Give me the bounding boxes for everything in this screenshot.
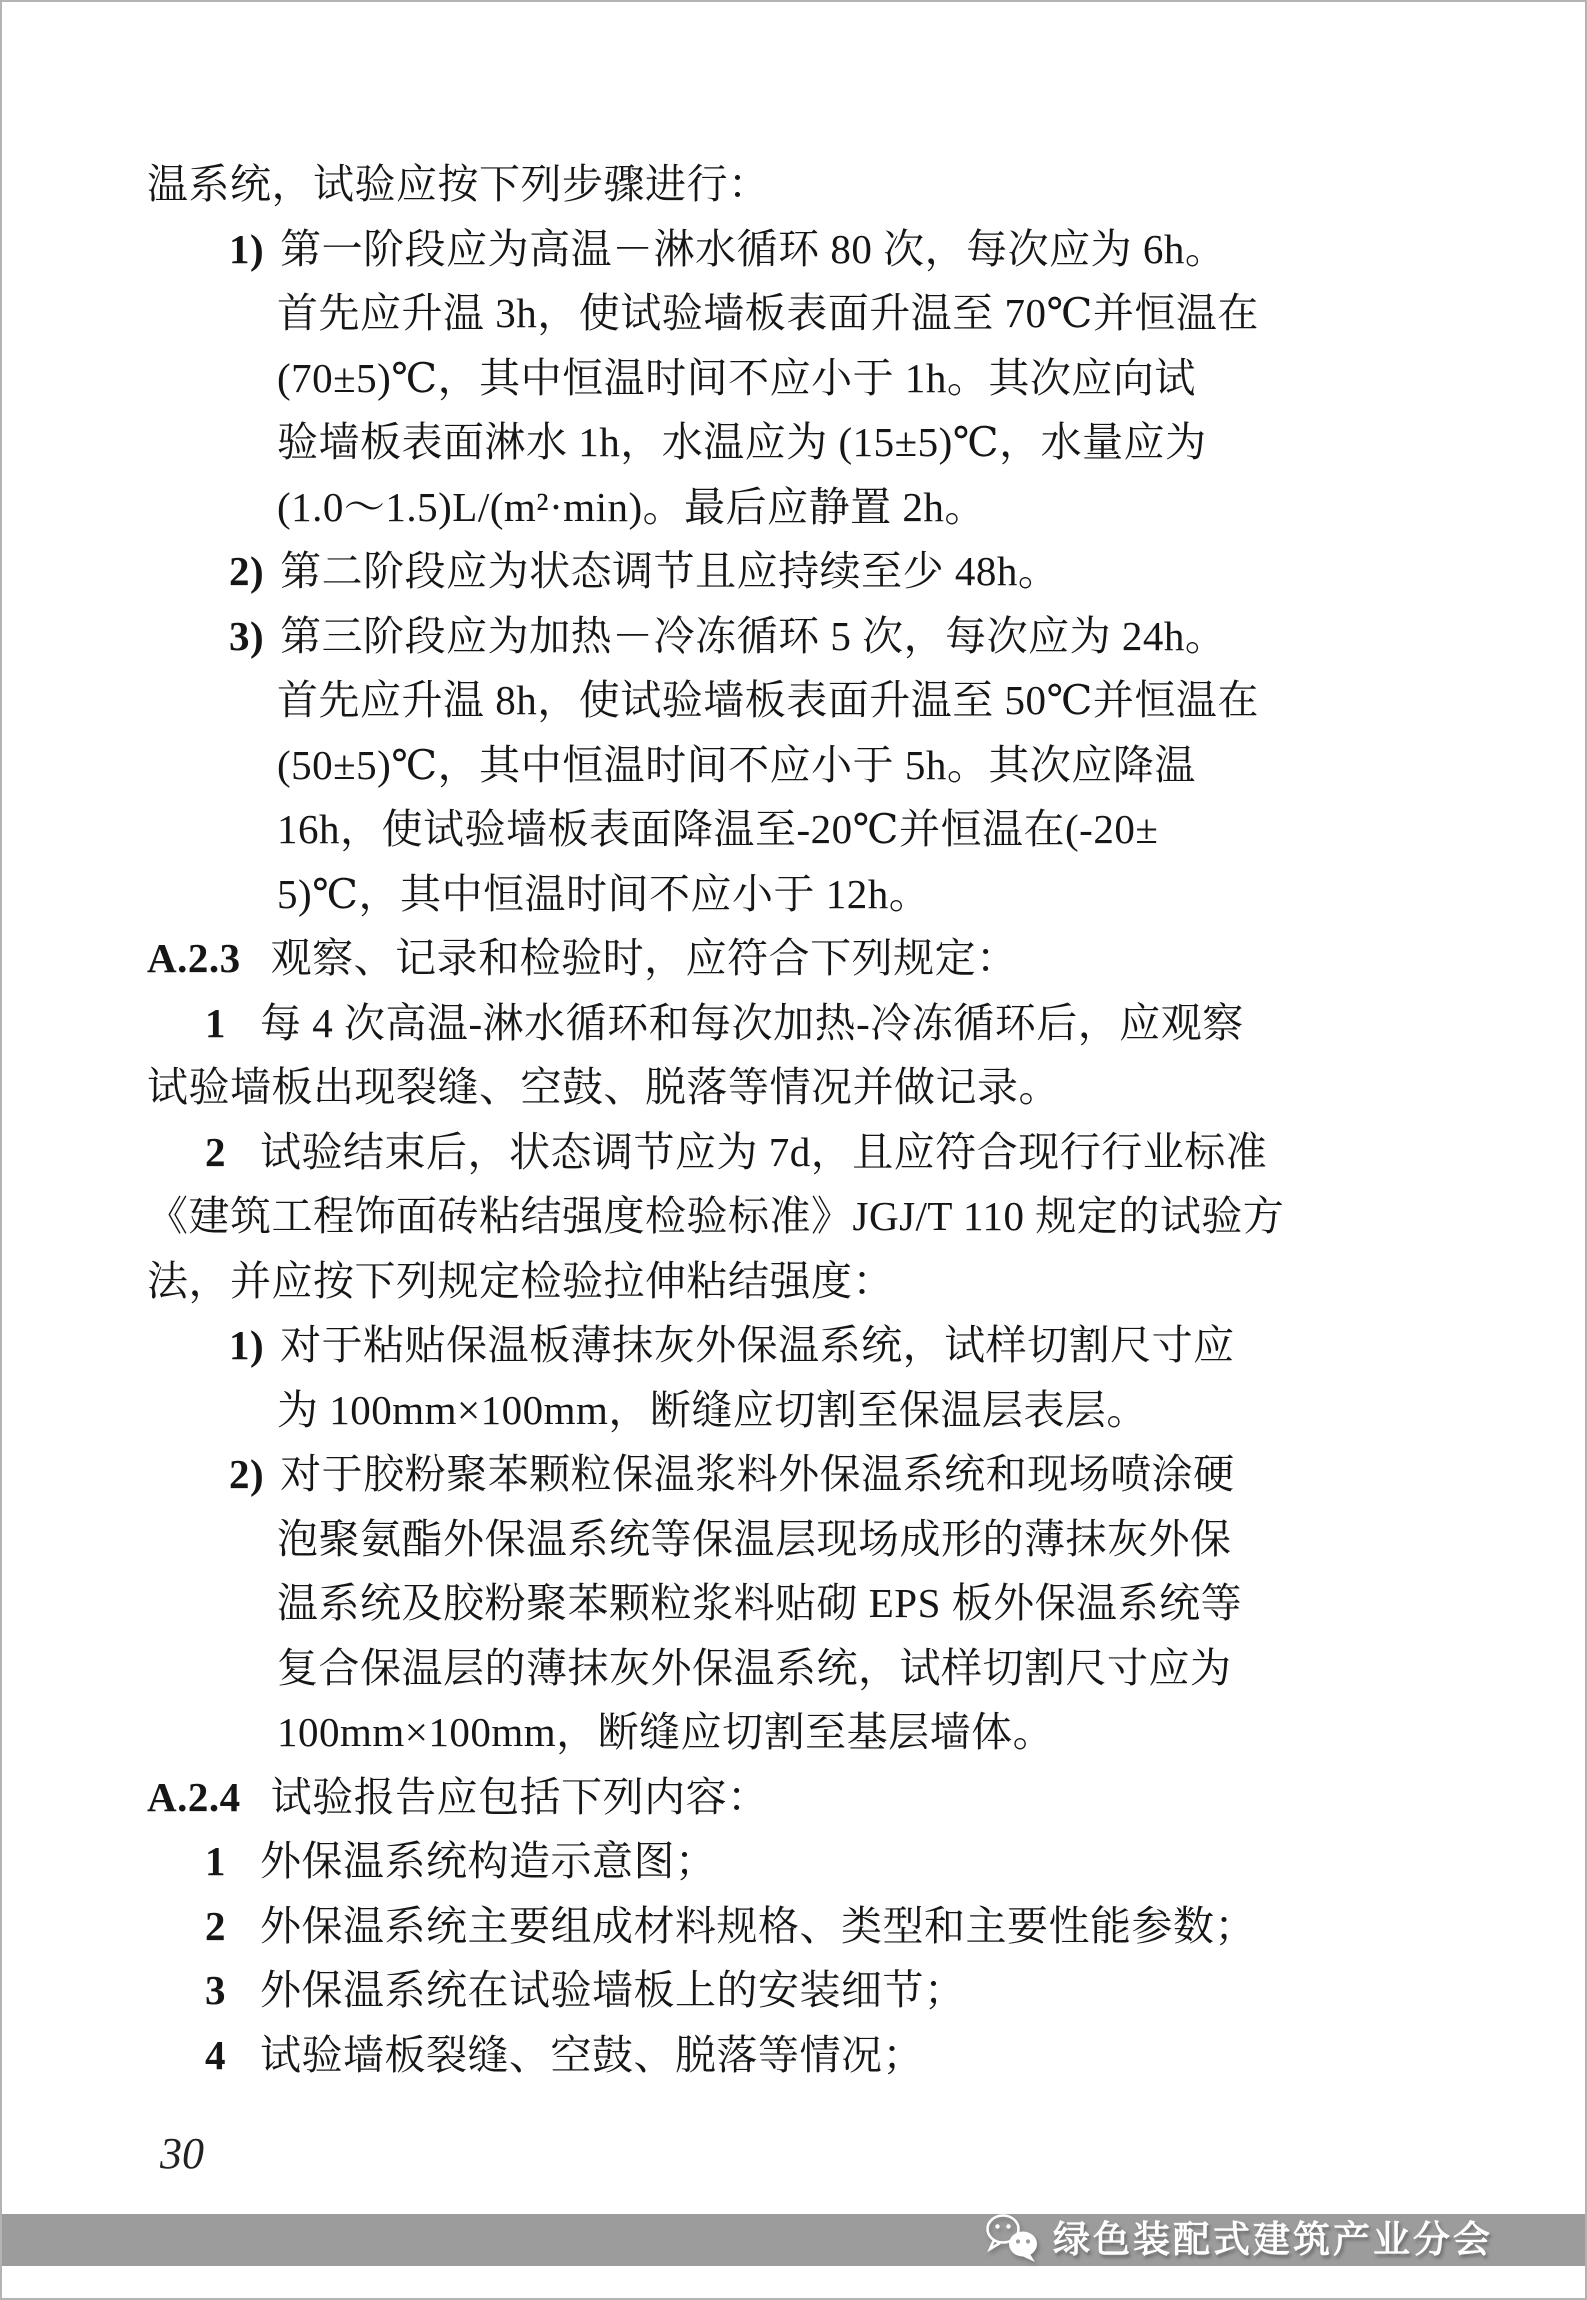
text-line bbox=[147, 346, 1462, 411]
text-line bbox=[147, 475, 1462, 540]
line-marker: 3 bbox=[205, 1967, 226, 2013]
line-marker: 3) bbox=[229, 612, 265, 659]
text-line bbox=[147, 410, 1462, 475]
line-marker: 1 bbox=[205, 999, 226, 1046]
text-line bbox=[147, 281, 1462, 346]
line-text: 16h，使试验墙板表面降温至-20℃并恒温在(-20± bbox=[277, 806, 1159, 852]
text-line bbox=[147, 1184, 1462, 1249]
text-line bbox=[147, 1120, 1462, 1185]
line-text: (70±5)℃，其中恒温时间不应小于 1h。其次应向试 bbox=[277, 354, 1196, 401]
line-marker: 1 bbox=[205, 1838, 226, 1884]
text-line bbox=[147, 862, 1462, 927]
line-text: 观察、记录和检验时，应符合下列规定： bbox=[270, 935, 1018, 981]
line-text: 第三阶段应为加热－冷冻循环 5 次，每次应为 24h。 bbox=[280, 612, 1227, 659]
line-text: 每 4 次高温-淋水循环和每次加热-冷冻循环后，应观察 bbox=[260, 999, 1244, 1046]
line-text: 首先应升温 8h，使试验墙板表面升温至 50℃并恒温在 bbox=[277, 677, 1259, 723]
line-text: 《建筑工程饰面砖粘结强度检验标准》JGJ/T 110 规定的试验方 bbox=[147, 1193, 1285, 1239]
line-text: 试验结束后，状态调节应为 7d，且应符合现行行业标准 bbox=[260, 1128, 1268, 1175]
line-text: 试验墙板裂缝、空鼓、脱落等情况； bbox=[260, 2031, 924, 2078]
text-line bbox=[147, 1313, 1462, 1378]
line-text: (50±5)℃，其中恒温时间不应小于 5h。其次应降温 bbox=[277, 741, 1196, 788]
text-line bbox=[147, 217, 1462, 282]
text-line bbox=[147, 152, 1462, 217]
line-text: 泡聚氨酯外保温系统等保温层现场成形的薄抹灰外保 bbox=[277, 1515, 1232, 1562]
text-line bbox=[147, 1700, 1462, 1765]
footer-brand-text: 绿色装配式建筑产业分会 bbox=[1053, 2219, 1493, 2260]
line-text: 外保温系统构造示意图； bbox=[260, 1838, 717, 1884]
text-line bbox=[147, 1055, 1462, 1120]
line-text: 第二阶段应为状态调节且应持续至少 48h。 bbox=[280, 548, 1060, 594]
text-line bbox=[147, 797, 1462, 862]
text-line bbox=[147, 1958, 1462, 2023]
text-line bbox=[147, 733, 1462, 798]
line-text: 法，并应按下列规定检验拉伸粘结强度： bbox=[147, 1257, 894, 1304]
page-number: 30 bbox=[160, 2129, 204, 2178]
line-marker: 4 bbox=[205, 2031, 226, 2078]
line-marker: 2) bbox=[229, 548, 265, 594]
text-line bbox=[147, 1829, 1462, 1894]
line-marker: 2 bbox=[205, 1128, 226, 1175]
text-line bbox=[147, 1249, 1462, 1314]
line-marker: A.2.4 bbox=[147, 1773, 241, 1820]
line-text: 温系统及胶粉聚苯颗粒浆料贴砌 EPS 板外保温系统等 bbox=[277, 1580, 1243, 1626]
line-text: 对于粘贴保温板薄抹灰外保温系统，试样切割尺寸应 bbox=[280, 1322, 1235, 1368]
text-line bbox=[147, 926, 1462, 991]
line-text: 100mm×100mm，断缝应切割至基层墙体。 bbox=[277, 1709, 1055, 1755]
line-text: 温系统，试验应按下列步骤进行： bbox=[147, 161, 770, 207]
text-line bbox=[147, 1571, 1462, 1636]
line-marker: 2) bbox=[229, 1451, 265, 1497]
line-text: 试验报告应包括下列内容： bbox=[270, 1773, 769, 1820]
text-line bbox=[147, 1442, 1462, 1507]
line-marker: A.2.3 bbox=[147, 935, 241, 981]
line-text: 复合保温层的薄抹灰外保温系统，试样切割尺寸应为 bbox=[277, 1644, 1232, 1691]
text-line bbox=[147, 1636, 1462, 1701]
text-line bbox=[147, 991, 1462, 1056]
text-line bbox=[147, 2023, 1462, 2088]
wechat-icon bbox=[981, 2213, 1043, 2268]
text-line bbox=[147, 604, 1462, 669]
line-text: 5)℃，其中恒温时间不应小于 12h。 bbox=[277, 870, 931, 917]
line-text: 外保温系统主要组成材料规格、类型和主要性能参数； bbox=[260, 1902, 1256, 1949]
line-text: (1.0～1.5)L/(m²·min)。最后应静置 2h。 bbox=[277, 483, 986, 530]
line-text: 第一阶段应为高温－淋水循环 80 次，每次应为 6h。 bbox=[280, 225, 1227, 272]
text-line bbox=[147, 1894, 1462, 1959]
text-line bbox=[147, 1507, 1462, 1572]
line-text: 对于胶粉聚苯颗粒保温浆料外保温系统和现场喷涂硬 bbox=[280, 1451, 1235, 1497]
line-marker: 1) bbox=[229, 1322, 265, 1368]
text-line bbox=[147, 539, 1462, 604]
line-text: 外保温系统在试验墙板上的安装细节； bbox=[260, 1967, 966, 2013]
line-text: 首先应升温 3h，使试验墙板表面升温至 70℃并恒温在 bbox=[277, 290, 1259, 336]
line-text: 试验墙板出现裂缝、空鼓、脱落等情况并做记录。 bbox=[147, 1064, 1060, 1110]
text-line bbox=[147, 668, 1462, 733]
text-body bbox=[147, 152, 1462, 2087]
line-text: 验墙板表面淋水 1h，水温应为 (15±5)℃，水量应为 bbox=[277, 419, 1207, 465]
footer-bar bbox=[2, 2214, 1585, 2266]
line-text: 为 100mm×100mm，断缝应切割至保温层表层。 bbox=[277, 1386, 1148, 1433]
text-line bbox=[147, 1378, 1462, 1443]
line-marker: 1) bbox=[229, 225, 265, 272]
line-marker: 2 bbox=[205, 1902, 226, 1949]
text-line bbox=[147, 1765, 1462, 1830]
